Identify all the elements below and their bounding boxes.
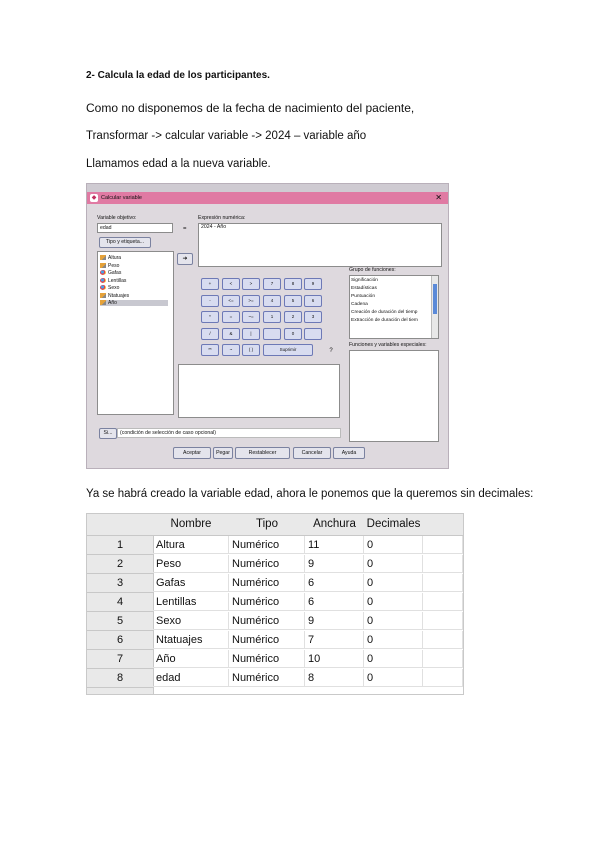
keypad-key[interactable]: + <box>201 278 219 290</box>
keypad-key[interactable]: ** <box>201 344 219 356</box>
keypad-key[interactable]: ( ) <box>242 344 260 356</box>
table-cell-tipo[interactable]: Numérico <box>229 650 305 668</box>
table-cell-anchura[interactable]: 9 <box>305 555 364 573</box>
keypad-key[interactable]: & <box>222 328 240 340</box>
row-number-header <box>87 514 154 536</box>
table-cell-decimales[interactable]: 0 <box>364 612 423 630</box>
scale-variable-icon <box>100 293 106 298</box>
paragraph-4: Ya se habrá creado la variable edad, ahora le ponemos que la queremos sin decimales: <box>86 488 534 500</box>
nominal-variable-icon <box>100 278 106 283</box>
table-cell-anchura[interactable]: 11 <box>305 536 364 554</box>
keypad-key[interactable]: 8 <box>284 278 302 290</box>
table-cell-nombre[interactable]: Año <box>153 650 229 668</box>
variable-list-item[interactable] <box>100 263 119 269</box>
row-number[interactable]: 7 <box>87 650 154 669</box>
dialog-button-ayuda[interactable]: Ayuda <box>333 447 365 459</box>
variable-name: Lentillas <box>108 277 127 284</box>
variable-name: Peso <box>108 262 120 269</box>
paragraph-3: Llamamos edad a la nueva variable. <box>86 158 271 170</box>
keypad-key[interactable]: >= <box>242 295 260 307</box>
function-group-item[interactable]: Significación <box>351 278 378 283</box>
keypad-key[interactable]: Suprimir <box>263 344 313 356</box>
row-number[interactable]: 1 <box>87 536 154 555</box>
table-cell-tipo[interactable]: Numérico <box>229 536 305 554</box>
function-group-list[interactable] <box>349 275 439 339</box>
table-cell-decimales[interactable]: 0 <box>364 669 423 687</box>
table-cell-empty <box>423 574 463 592</box>
variable-list-item[interactable] <box>100 255 121 261</box>
row-number[interactable]: 5 <box>87 612 154 631</box>
table-cell-anchura[interactable]: 10 <box>305 650 364 668</box>
table-cell-nombre[interactable]: Altura <box>153 536 229 554</box>
app-icon: ◆ <box>91 195 97 201</box>
paragraph-2: Transformar -> calcular variable -> 2024 – variable año <box>86 130 367 142</box>
variable-list-item[interactable] <box>100 270 121 276</box>
scale-variable-icon <box>100 263 106 268</box>
table-cell-decimales[interactable]: 0 <box>364 574 423 592</box>
keypad-key[interactable]: - <box>201 295 219 307</box>
help-icon[interactable]: ? <box>329 348 333 354</box>
dialog-button-aceptar[interactable]: Aceptar <box>173 447 211 459</box>
function-group-label: Grupo de funciones: <box>349 267 396 273</box>
table-cell-empty <box>423 593 463 611</box>
table-cell-empty <box>423 650 463 668</box>
keypad-key[interactable]: < <box>222 278 240 290</box>
keypad-key[interactable]: 5 <box>284 295 302 307</box>
table-cell-nombre[interactable]: Ntatuajes <box>153 631 229 649</box>
table-cell-anchura[interactable]: 9 <box>305 612 364 630</box>
table-cell-anchura[interactable]: 8 <box>305 669 364 687</box>
column-header: Tipo <box>229 514 306 536</box>
keypad-key[interactable] <box>263 328 281 340</box>
nominal-variable-icon <box>100 285 106 290</box>
dialog-titlebar <box>87 192 448 204</box>
table-cell-nombre[interactable]: edad <box>153 669 229 687</box>
table-cell-tipo[interactable]: Numérico <box>229 612 305 630</box>
function-group-item[interactable]: Creación de duración del tiemp <box>351 310 418 315</box>
keypad-key[interactable]: ~ <box>222 344 240 356</box>
variable-view-table <box>86 513 464 695</box>
function-description-box <box>178 364 340 418</box>
variable-name: Altura <box>108 255 122 261</box>
column-header: Anchura <box>305 514 365 536</box>
dialog-title: Calcular variable <box>101 195 142 201</box>
functions-variables-list[interactable] <box>349 350 439 442</box>
table-cell-decimales[interactable]: 0 <box>364 536 423 554</box>
table-cell-empty <box>423 536 463 554</box>
row-number[interactable]: 2 <box>87 555 154 574</box>
keypad-key[interactable]: 4 <box>263 295 281 307</box>
if-button[interactable]: Si... <box>99 428 117 439</box>
variable-list-item[interactable] <box>100 300 168 306</box>
row-number[interactable]: 8 <box>87 669 154 688</box>
section-heading: 2- Calcula la edad de los participantes. <box>86 70 270 81</box>
keypad-key[interactable]: <= <box>222 295 240 307</box>
scale-variable-icon <box>100 255 106 260</box>
variable-list-item[interactable] <box>100 278 126 284</box>
menu-bar-strip <box>87 184 448 192</box>
table-cell-nombre[interactable]: Peso <box>153 555 229 573</box>
numeric-expression-label: Expresión numérica: <box>198 215 246 221</box>
type-label-button[interactable]: Tipo y etiqueta... <box>99 237 151 248</box>
keypad-key[interactable]: | <box>242 328 260 340</box>
table-cell-anchura[interactable]: 6 <box>305 593 364 611</box>
paragraph-1: Como no disponemos de la fecha de nacimiento del paciente, <box>86 101 415 115</box>
table-cell-decimales[interactable]: 0 <box>364 555 423 573</box>
column-header: Decimales <box>364 514 424 536</box>
function-group-item[interactable]: Cadena <box>351 302 368 307</box>
function-group-item[interactable]: Estadísticas <box>351 286 377 291</box>
table-cell-empty <box>423 669 463 687</box>
table-cell-decimales[interactable]: 0 <box>364 593 423 611</box>
table-cell-empty <box>423 631 463 649</box>
variable-list-item[interactable] <box>100 285 119 291</box>
row-number[interactable]: 6 <box>87 631 154 650</box>
variable-name: Año <box>108 300 117 306</box>
table-cell-tipo[interactable]: Numérico <box>229 593 305 611</box>
table-cell-decimales[interactable]: 0 <box>364 650 423 668</box>
table-cell-empty <box>423 612 463 630</box>
table-cell-nombre[interactable]: Lentillas <box>153 593 229 611</box>
variable-list[interactable] <box>97 251 174 415</box>
table-cell-tipo[interactable]: Numérico <box>229 669 305 687</box>
keypad-key[interactable]: 0 <box>284 328 302 340</box>
variable-name: Sexo <box>108 285 120 291</box>
table-cell-decimales[interactable]: 0 <box>364 631 423 649</box>
table-cell-anchura[interactable]: 7 <box>305 631 364 649</box>
table-cell-anchura[interactable]: 6 <box>305 574 364 592</box>
variable-name: Ntatuajes <box>108 292 130 299</box>
table-cell-tipo[interactable]: Numérico <box>229 631 305 649</box>
dialog-button-cancelar[interactable]: Cancelar <box>293 447 331 459</box>
keypad-key[interactable] <box>304 328 322 340</box>
column-header: Nombre <box>153 514 230 536</box>
keypad-key[interactable]: 9 <box>304 278 322 290</box>
equals-sign: = <box>183 226 187 232</box>
functions-variables-label: Funciones y variables especiales: <box>349 342 427 348</box>
table-cell-empty <box>423 555 463 573</box>
keypad-key[interactable]: 3 <box>304 311 322 323</box>
keypad-key[interactable]: 6 <box>304 295 322 307</box>
move-arrow-button[interactable]: ➜ <box>177 253 193 265</box>
compute-variable-dialog <box>86 183 449 469</box>
table-cell-nombre[interactable]: Sexo <box>153 612 229 630</box>
nominal-variable-icon <box>100 270 106 275</box>
scale-variable-icon <box>100 300 106 305</box>
scrollbar-thumb[interactable] <box>433 284 437 314</box>
vertical-scrollbar[interactable] <box>431 276 438 338</box>
if-condition-field: (condición de selección de caso opcional) <box>117 428 341 438</box>
keypad-key[interactable]: 1 <box>263 311 281 323</box>
table-cell-tipo[interactable]: Numérico <box>229 574 305 592</box>
keypad-key[interactable]: ~= <box>242 311 260 323</box>
variable-list-item[interactable] <box>100 293 129 299</box>
row-number[interactable]: 3 <box>87 574 154 593</box>
keypad-key[interactable]: / <box>201 328 219 340</box>
numeric-expression-input[interactable]: 2024 - Año <box>198 223 442 267</box>
keypad-key[interactable]: > <box>242 278 260 290</box>
close-icon[interactable]: ✕ <box>435 193 442 202</box>
dialog-button-restablecer[interactable]: Restablecer <box>235 447 290 459</box>
variable-name: Gafas <box>108 270 122 276</box>
keypad-key[interactable]: * <box>201 311 219 323</box>
table-cell-nombre[interactable]: Gafas <box>153 574 229 592</box>
keypad-key[interactable]: 2 <box>284 311 302 323</box>
table-cell-tipo[interactable]: Numérico <box>229 555 305 573</box>
empty-column-header <box>423 514 464 536</box>
row-number-partial <box>87 688 154 695</box>
function-group-item[interactable]: Puntuación <box>351 294 376 299</box>
keypad-key[interactable]: = <box>222 311 240 323</box>
dialog-button-pegar[interactable]: Pegar <box>213 447 233 459</box>
target-variable-input[interactable]: edad <box>97 223 173 233</box>
row-number[interactable]: 4 <box>87 593 154 612</box>
target-variable-label: Variable objetivo: <box>97 215 137 221</box>
keypad-key[interactable]: 7 <box>263 278 281 290</box>
function-group-item[interactable]: Extracción de duración del tiem <box>351 318 418 323</box>
